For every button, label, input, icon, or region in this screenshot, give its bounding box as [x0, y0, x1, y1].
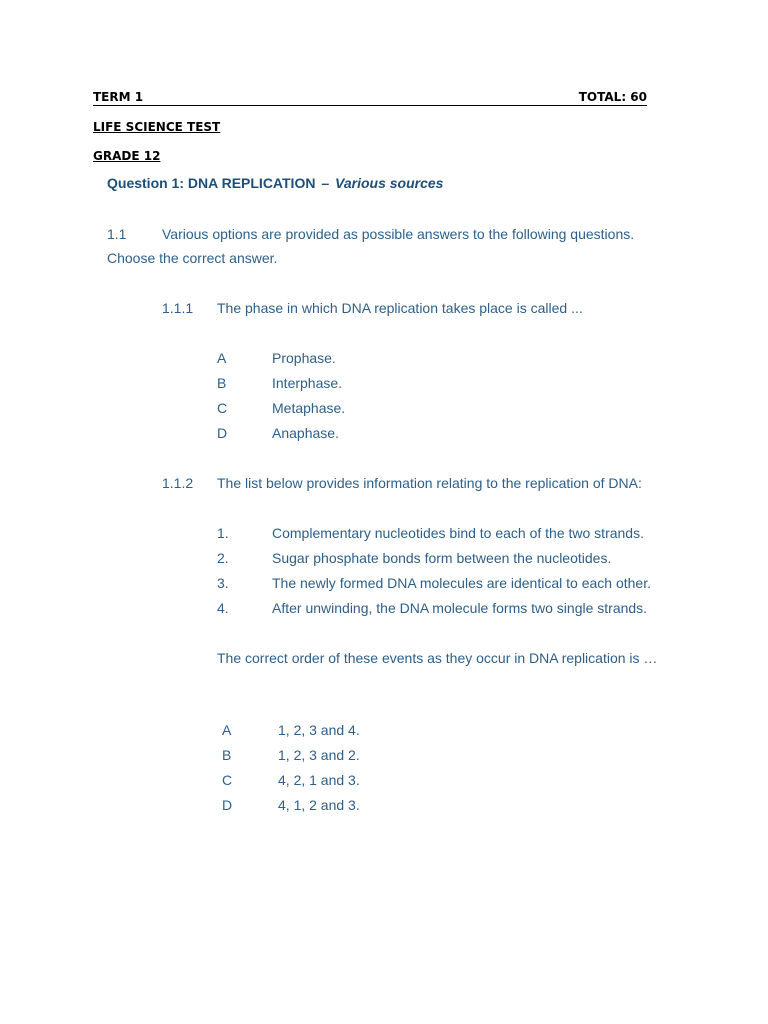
q1-1-number: 1.1	[107, 226, 127, 242]
list-item-4-text: After unwinding, the DNA molecule forms two single strands.	[272, 600, 648, 616]
question-title-dash: –	[321, 175, 330, 191]
q1-1-2-stem: The list below provides information relating to the replication of DNA:	[217, 475, 642, 491]
question-title-text: Question 1: DNA REPLICATION	[107, 175, 316, 191]
q1-1-1-number: 1.1.1	[162, 300, 194, 316]
list-item-1-number: 1.	[217, 525, 229, 541]
term-label: TERM 1	[93, 90, 144, 104]
q1-1-1-option-c-text: Metaphase.	[272, 400, 346, 416]
list-item-1-text: Complementary nucleotides bind to each of the two strands.	[272, 525, 644, 541]
header-term-row	[93, 90, 647, 106]
q1-1-1-option-a-text: Prophase.	[272, 350, 336, 366]
q1-1-2-option-d-letter: D	[222, 797, 233, 813]
question-source: Various sources	[335, 175, 444, 191]
q1-1-1-option-c-letter: C	[217, 400, 228, 416]
question-title	[107, 175, 443, 191]
subject-label: LIFE SCIENCE TEST	[93, 120, 221, 134]
q1-1-2-option-a-letter: A	[222, 722, 232, 738]
q1-1-2-number: 1.1.2	[162, 475, 194, 491]
list-item-2-number: 2.	[217, 550, 229, 566]
q1-1-2-option-b-text: 1, 2, 3 and 2.	[278, 747, 360, 763]
q1-1-1-stem: The phase in which DNA replication takes place is called ...	[217, 300, 583, 316]
total-label: TOTAL: 60	[578, 90, 647, 104]
grade-label: GRADE 12	[93, 149, 161, 163]
q1-1-1-option-d-letter: D	[217, 425, 228, 441]
q1-1-2-option-c-letter: C	[222, 772, 233, 788]
q1-1-1-option-d-text: Anaphase.	[272, 425, 339, 441]
q1-1-1-option-b-letter: B	[217, 375, 227, 391]
list-item-3-text: The newly formed DNA molecules are identical to each other.	[272, 575, 651, 591]
q1-1-1-option-a-letter: A	[217, 350, 227, 366]
list-item-4-number: 4.	[217, 600, 229, 616]
q1-1-2-option-d-text: 4, 1, 2 and 3.	[278, 797, 360, 813]
q1-1-2-option-c-text: 4, 2, 1 and 3.	[278, 772, 360, 788]
q1-1-2-option-a-text: 1, 2, 3 and 4.	[278, 722, 360, 738]
q1-1-line1: Various options are provided as possible answers to the following questions.	[162, 226, 635, 242]
q1-1-line2: Choose the correct answer.	[107, 250, 278, 266]
list-item-2-text: Sugar phosphate bonds form between the nucleotides.	[272, 550, 612, 566]
q1-1-2-prompt: The correct order of these events as they occur in DNA replication is …	[217, 650, 658, 666]
q1-1-1-option-b-text: Interphase.	[272, 375, 343, 391]
q1-1-2-option-b-letter: B	[222, 747, 232, 763]
list-item-3-number: 3.	[217, 575, 229, 591]
